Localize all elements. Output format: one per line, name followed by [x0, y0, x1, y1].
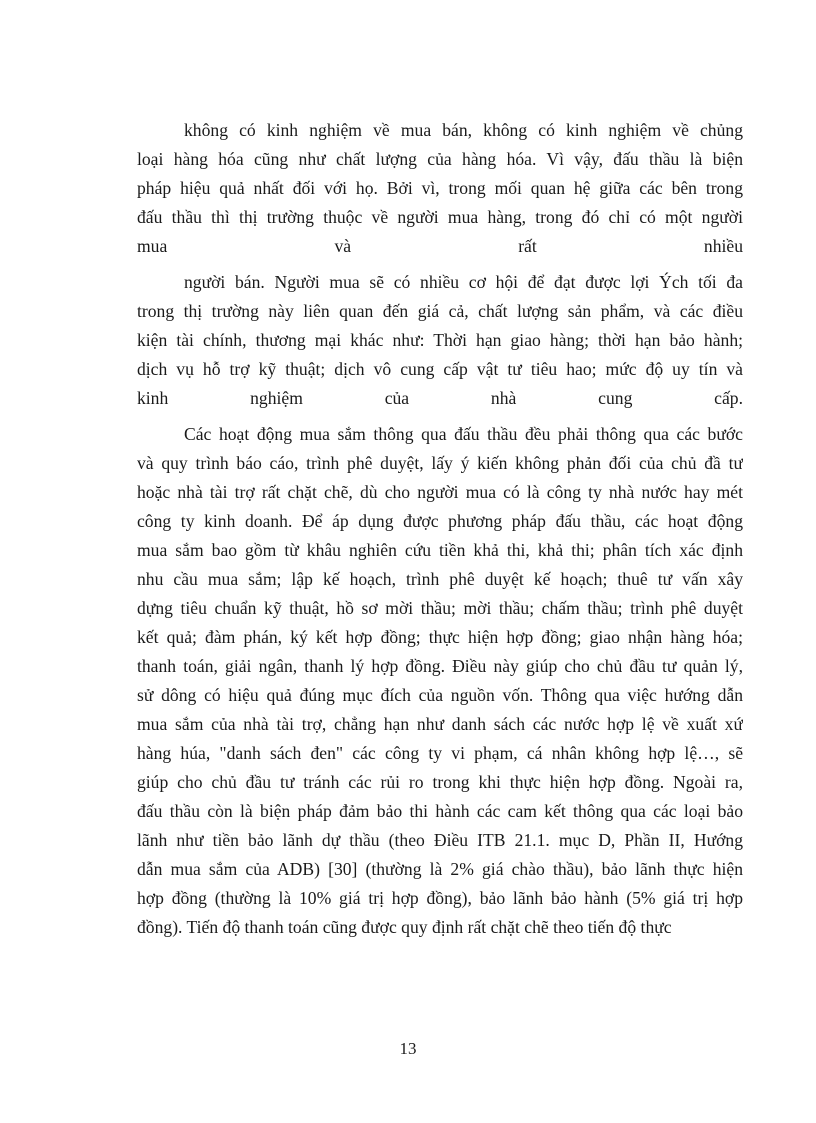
text-line: không có kinh nghiệm về mua bán, không có kinh nghiệm về chủng: [184, 120, 743, 140]
text-line: Các hoạt động mua sắm thông qua đấu thầu đều phải thông qua các bước: [184, 424, 743, 444]
paragraph: [137, 420, 743, 942]
text-line: kinh nghiệm của nhà cung cấp.: [137, 388, 743, 408]
text-line: nhu cầu mua sắm; lập kế hoạch, trình phê duyệt kế hoạch; thuê tư vấn xây: [137, 569, 743, 589]
text-line: pháp hiệu quả nhất đối với họ. Bởi vì, trong mối quan hệ giữa các bên trong: [137, 178, 743, 198]
paragraph: [137, 268, 743, 413]
text-line: hoặc nhà tài trợ rất chặt chẽ, dù cho người mua có là công ty nhà nước hay mét: [137, 482, 743, 502]
text-line: đấu thầu còn là biện pháp đảm bảo thi hành các cam kết thông qua các loại bảo: [137, 801, 743, 821]
text-line: trong thị trường này liên quan đến giá cả, chất lượng sản phẩm, và các điều: [137, 301, 743, 321]
text-line: mua sắm bao gồm từ khâu nghiên cứu tiền khả thi, khả thi; phân tích xác định: [137, 540, 743, 560]
text-line: mua và rất nhiều: [137, 236, 743, 256]
paragraph-gap: [137, 413, 743, 420]
text-line: loại hàng hóa cũng như chất lượng của hàng hóa. Vì vậy, đấu thầu là biện: [137, 149, 743, 169]
paragraph: [137, 116, 743, 261]
text-line: công ty kinh doanh. Để áp dụng được phương pháp đấu thầu, các hoạt động: [137, 511, 743, 531]
text-line: thanh toán, giải ngân, thanh lý hợp đồng. Điều này giúp cho chủ đầu tư quản lý,: [137, 656, 743, 676]
text-line: sử dông có hiệu quả đúng mục đích của nguồn vốn. Thông qua việc hướng dẫn: [137, 685, 743, 705]
text-line: người bán. Người mua sẽ có nhiều cơ hội để đạt được lợi Ých tối đa: [184, 272, 743, 292]
paragraph-gap: [137, 261, 743, 268]
text-line: dịch vụ hỗ trợ kỹ thuật; dịch vô cung cấp vật tư tiêu hao; mức độ uy tín và: [137, 359, 743, 379]
text-line: dẫn mua sắm của ADB) [30] (thường là 2% giá chào thầu), bảo lãnh thực hiện: [137, 859, 743, 879]
text-line: và quy trình báo cáo, trình phê duyệt, lấy ý kiến không phản đối của chủ đầ tư: [137, 453, 743, 473]
text-line: đồng). Tiến độ thanh toán cũng được quy định rất chặt chẽ theo tiến độ thực: [137, 917, 672, 937]
page-number: 13: [399, 1039, 417, 1058]
text-line: lãnh như tiền bảo lãnh dự thầu (theo Điều ITB 21.1. mục D, Phần II, Hướng: [137, 830, 743, 850]
body-text: [137, 116, 743, 942]
text-line: đấu thầu thì thị trường thuộc về người mua hàng, trong đó chỉ có một người: [137, 207, 743, 227]
text-line: kiện tài chính, thương mại khác như: Thời hạn giao hàng; thời hạn bảo hành;: [137, 330, 743, 350]
text-line: mua sắm của nhà tài trợ, chẳng hạn như danh sách các nước hợp lệ về xuất xứ: [137, 714, 743, 734]
text-line: hàng húa, "danh sách đen" các công ty vi phạm, cá nhân không hợp lệ…, sẽ: [137, 743, 743, 763]
text-line: hợp đồng (thường là 10% giá trị hợp đồng), bảo lãnh bảo hành (5% giá trị hợp: [137, 888, 743, 908]
text-line: kết quả; đàm phán, ký kết hợp đồng; thực hiện hợp đồng; giao nhận hàng hóa;: [137, 627, 743, 647]
text-line: giúp cho chủ đầu tư tránh các rủi ro trong khi thực hiện hợp đồng. Ngoài ra,: [137, 772, 743, 792]
text-line: dựng tiêu chuẩn kỹ thuật, hồ sơ mời thầu; mời thầu; chấm thầu; trình phê duyệt: [137, 598, 743, 618]
